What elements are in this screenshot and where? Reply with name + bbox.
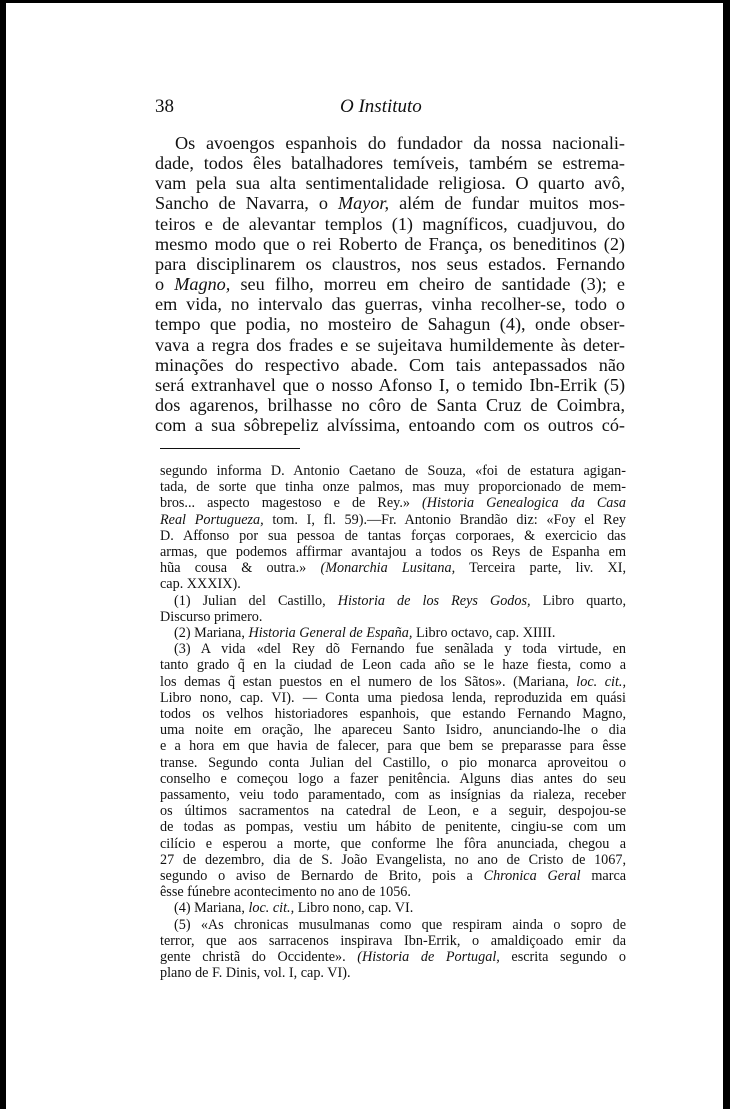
text-line: para disciplinarem os claustros, nos seus estados. Fernando bbox=[155, 253, 625, 274]
footnote-line: transe. Segundo conta Julian del Castillo, o pio monarca aproveitou o bbox=[160, 754, 626, 771]
text-line: o Magno, seu filho, morreu em cheiro de santidade (3); e bbox=[155, 274, 626, 295]
footnote-line: (1) Julian del Castillo, Historia de los Reys Godos, Libro quarto, bbox=[174, 592, 626, 609]
footnote-line: D. Affonso por sua pessoa de tantas forças corporaes, & exercicio das bbox=[160, 527, 626, 544]
text-line: teiros e de alevantar templos (1) magníficos, cuadjuvou, do bbox=[155, 213, 625, 234]
footnote-line: (3) A vida «del Rey dõ Fernando fue senãlada y toda virtude, en bbox=[174, 641, 626, 658]
italic-term: Mayor, bbox=[338, 193, 390, 214]
text-line: tempo que podia, no mosteiro de Sahagun (4), onde obser- bbox=[155, 314, 625, 335]
text-line: dos agarenos, brilhasse no côro de Santa Cruz de Coimbra, bbox=[155, 395, 625, 416]
footnote-line: segundo informa D. Antonio Caetano de Souza, «foi de estatura agigan- bbox=[160, 463, 626, 479]
footnote-line: plano de F. Dinis, vol. I, cap. VI). bbox=[160, 965, 351, 982]
footnote-line: os últimos sacramentos na catedral de Leon, e a seguir, despojou-se bbox=[160, 803, 626, 820]
italic-term: Magno, bbox=[174, 274, 231, 295]
footnote-line: de todas as pompas, vestiu um hábito de penitente, cingiu-se com um bbox=[160, 819, 626, 836]
footnote-line: conselho e começou logo a fazer penitência. Alguns dias antes do seu bbox=[160, 770, 626, 787]
footnote-line: Libro nono, cap. VI). — Conta uma piedosa lenda, reproduzida em quási bbox=[160, 689, 626, 706]
footnote-line: gente christã do Occidente». (Historia de Portugal, escrita segundo o bbox=[160, 949, 627, 966]
footnote-line: (2) Mariana, Historia General de España, Libro octavo, cap. XIIII. bbox=[174, 625, 556, 642]
footnote-line: cap. XXXIX). bbox=[160, 576, 241, 593]
footnote-line: êsse fúnebre acontecimento no ano de 1056. bbox=[160, 884, 411, 901]
footnote-line: los demas q̃ estan puestos en el numero de los Sãtos». (Mariana, loc. cit., bbox=[160, 673, 627, 690]
text-line: minações do respectivo abade. Com tais antepassados não bbox=[155, 354, 625, 375]
text-line: com a sua sôbrepeliz alvíssima, entoando com os outros có- bbox=[155, 415, 625, 436]
text-line: vam pela sua alta sentimentalidade religiosa. O quarto avô, bbox=[155, 173, 625, 194]
footnote-line: bros... aspecto magestoso e de Rey.» (Historia Genealogica da Casa bbox=[160, 495, 627, 512]
footnotes bbox=[160, 463, 626, 982]
footnote-line: hũa cousa & outra.» (Monarchia Lusitana, Terceira parte, liv. XI, bbox=[160, 560, 626, 577]
text-line: Sancho de Navarra, o Mayor, além de fundar muitos mos- bbox=[155, 193, 626, 214]
footnote-line: passamento, veiu todo paramentado, com as insígnias da rialeza, receber bbox=[160, 787, 626, 804]
footnote-line: cilício e esperou a morte, que conforme lhe fôra anunciada, chegou a bbox=[160, 835, 626, 852]
footnote-line: tanto grado q̃ en la ciudad de Leon cada año se le haze fiesta, como a bbox=[160, 657, 626, 674]
text-line: dade, todos êles batalhadores temíveis, também se estrema- bbox=[155, 153, 625, 174]
main-text bbox=[155, 133, 625, 435]
footnote-line: 27 de dezembro, dia de S. João Evangelista, no ano de Cristo de 1067, bbox=[160, 851, 626, 868]
footnote-line: todos os velhos historiadores espanhois, que estando Fernando Magno, bbox=[160, 706, 626, 723]
text-line: será extranhavel que o nosso Afonso I, o temido Ibn-Errik (5) bbox=[155, 374, 625, 395]
page-number: 38 bbox=[155, 96, 174, 117]
text-line: em vida, no intervalo das guerras, vinha recolher-se, todo o bbox=[155, 294, 625, 315]
text-line: Os avoengos espanhois do fundador da nossa nacionali- bbox=[175, 133, 625, 153]
text-line: vava a regra dos frades e se sujeitava humildemente às deter- bbox=[155, 334, 625, 355]
footnote-line: (4) Mariana, loc. cit., Libro nono, cap. VI. bbox=[174, 900, 414, 917]
footnote-separator bbox=[160, 448, 300, 449]
footnote-line: Real Portugueza, tom. I, fl. 59).—Fr. Antonio Brandão diz: «Foy el Rey bbox=[160, 511, 627, 528]
text-line: mesmo modo que o rei Roberto de França, os beneditinos (2) bbox=[155, 233, 625, 254]
footnote-line: segundo o aviso de Bernardo de Brito, pois a Chronica Geral marca bbox=[160, 868, 627, 885]
footnote-line: uma noite em oração, lhe apareceu Santo Isidro, anunciando-lhe o dia bbox=[160, 722, 626, 739]
footnote-line: tada, de sorte que tinha onze palmos, mas muy proporcionado de mem- bbox=[160, 479, 626, 496]
footnote-line: e a hora em que havia de falecer, para que bem se preparasse para êsse bbox=[160, 738, 626, 755]
footnote-line: Discurso primero. bbox=[160, 608, 263, 625]
footnote-line: (5) «As chronicas musulmanas como que respiram ainda o sopro de bbox=[174, 916, 626, 933]
running-title: O Instituto bbox=[340, 96, 422, 117]
footnote-line: terror, que aos sarracenos inspirava Ibn-Errik, o amaldiçoado emir da bbox=[160, 932, 626, 949]
footnote-line: armas, que podemos affirmar avantajou a todos os Reys de Espanha em bbox=[160, 544, 626, 561]
